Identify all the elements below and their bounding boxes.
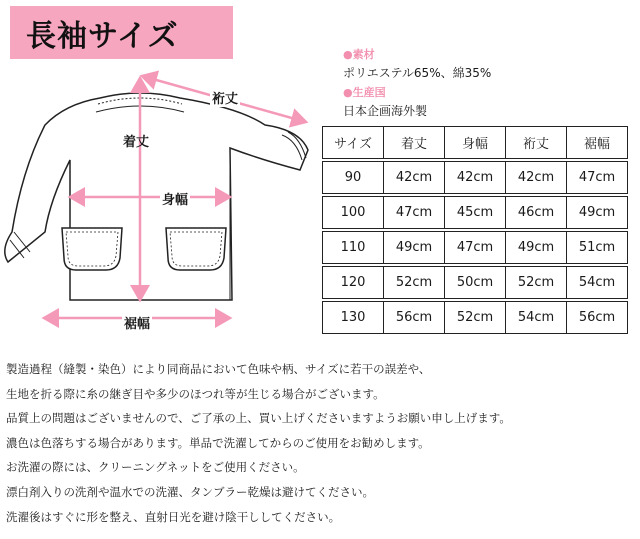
material-value: ポリエステル65%、綿35%: [343, 66, 492, 80]
table-cell: 54cm: [506, 300, 567, 334]
table-header-row: [323, 127, 628, 161]
header-length: 着丈: [384, 127, 445, 161]
material-info: [343, 46, 491, 81]
table-cell: 52cm: [445, 300, 506, 334]
table-cell: 49cm: [384, 230, 445, 265]
table-row: [323, 160, 628, 195]
table-row: [323, 300, 628, 334]
table-cell: 42cm: [506, 160, 567, 195]
table-cell: 42cm: [445, 160, 506, 195]
note-line: 製造過程（縫製・染色）により同商品において色味や柄、サイズに若干の誤差や、: [6, 362, 431, 376]
origin-heading: ●生産国: [343, 86, 386, 99]
table-cell: 47cm: [445, 230, 506, 265]
table-cell: 45cm: [445, 195, 506, 230]
table-cell: 56cm: [384, 300, 445, 334]
table-cell: 42cm: [384, 160, 445, 195]
pocket-left: [62, 228, 122, 270]
label-sleeve: 裄丈: [210, 88, 240, 107]
table-cell: 47cm: [567, 160, 628, 195]
table-cell: 130: [323, 300, 384, 334]
note-line: 漂白剤入りの洗剤や温水での洗濯、タンブラー乾燥は避けてください。: [6, 484, 374, 499]
page-title: 長袖サイズ: [26, 18, 179, 54]
label-hem-width: 裾幅: [122, 313, 152, 332]
note-line: 洗濯後はすぐに形を整え、直射日光を避け陰干ししてください。: [6, 509, 341, 524]
table-cell: 90: [323, 160, 384, 195]
pocket-right: [166, 228, 226, 270]
table-cell: 52cm: [506, 265, 567, 300]
table-cell: 49cm: [567, 195, 628, 230]
header-body-width: 身幅: [445, 127, 506, 161]
header-size: サイズ: [323, 127, 384, 161]
table-row: [323, 195, 628, 230]
note-line: 品質上の問題はございませんので、ご了承の上、買い上げくださいますようお願い申し上げます。: [6, 411, 511, 426]
origin-info: [343, 84, 427, 119]
note-line: 濃色は色落ちする場合があります。単品で洗濯してからのご使用をお勧めします。: [6, 435, 430, 450]
table-cell: 51cm: [567, 230, 628, 265]
header-hem-width: 裾幅: [567, 127, 628, 161]
size-table: [322, 126, 628, 334]
note-line: 生地を折る際に糸の継ぎ目や多少のほつれ等が生じる場合がございます。: [6, 386, 385, 401]
label-length: 着丈: [123, 135, 150, 150]
label-body-width: 身幅: [160, 189, 190, 208]
origin-value: 日本企画海外製: [343, 104, 428, 118]
table-cell: 56cm: [567, 300, 628, 334]
table-row: [323, 265, 628, 300]
table-cell: 52cm: [384, 265, 445, 300]
table-cell: 100: [323, 195, 384, 230]
table-cell: 50cm: [445, 265, 506, 300]
header-sleeve: 裄丈: [506, 127, 567, 161]
table-cell: 120: [323, 265, 384, 300]
material-heading: ●素材: [343, 48, 375, 61]
care-notes: [6, 357, 636, 529]
table-cell: 54cm: [567, 265, 628, 300]
table-cell: 46cm: [506, 195, 567, 230]
title-banner: [10, 6, 233, 59]
table-row: [323, 230, 628, 265]
table-cell: 49cm: [506, 230, 567, 265]
note-line: お洗濯の際には、クリーニングネットをご使用ください。: [6, 460, 305, 475]
table-cell: 47cm: [384, 195, 445, 230]
table-cell: 110: [323, 230, 384, 265]
